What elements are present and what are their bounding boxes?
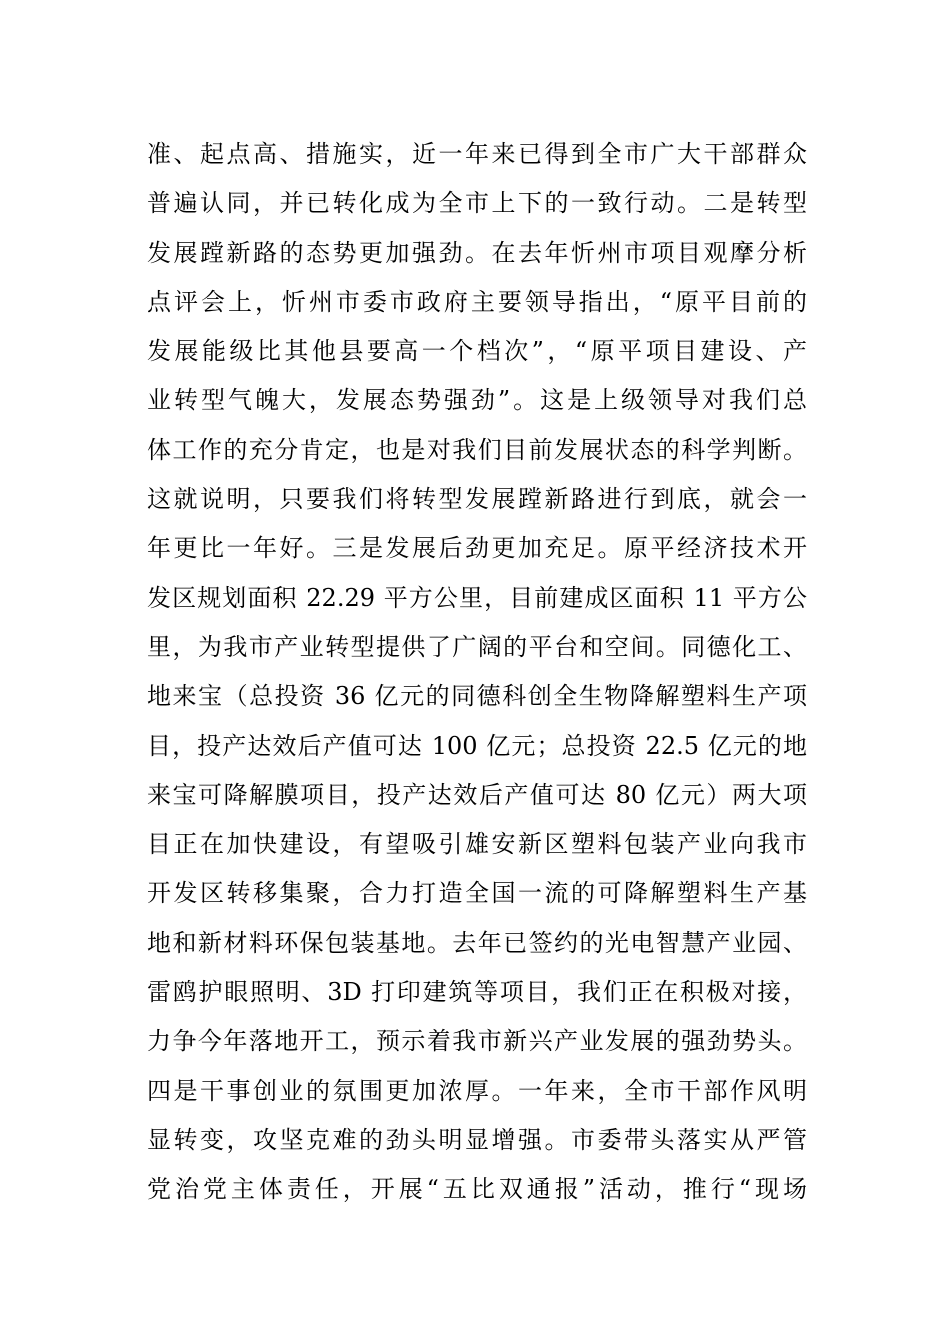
text-line-19: 力争今年落地开工，预示着我市新兴产业发展的强劲势头。 bbox=[147, 1027, 807, 1056]
text-line-17: 地和新材料环保包装基地。去年已签约的光电智慧产业园、 bbox=[147, 928, 807, 957]
text-line-16: 开发区转移集聚，合力打造全国一流的可降解塑料生产基 bbox=[147, 879, 807, 908]
text-line-8: 这就说明，只要我们将转型发展蹚新路进行到底，就会一 bbox=[147, 485, 807, 514]
text-line-12: 地来宝（总投资 36 亿元的同德科创全生物降解塑料生产项 bbox=[147, 682, 807, 711]
text-line-7: 体工作的充分肯定，也是对我们目前发展状态的科学判断。 bbox=[147, 435, 807, 464]
text-line-11: 里，为我市产业转型提供了广阔的平台和空间。同德化工、 bbox=[147, 632, 807, 661]
text-line-5: 发展能级比其他县要高一个档次”，“原平项目建设、产 bbox=[147, 337, 807, 366]
text-line-6: 业转型气魄大，发展态势强劲”。这是上级领导对我们总 bbox=[147, 386, 807, 415]
text-line-13: 目，投产达效后产值可达 100 亿元；总投资 22.5 亿元的地 bbox=[147, 731, 807, 760]
text-line-14: 来宝可降解膜项目，投产达效后产值可达 80 亿元）两大项 bbox=[147, 780, 807, 809]
text-line-3: 发展蹚新路的态势更加强劲。在去年忻州市项目观摩分析 bbox=[147, 238, 807, 267]
text-line-4: 点评会上，忻州市委市政府主要领导指出，“原平目前的 bbox=[147, 287, 807, 316]
text-line-2: 普遍认同，并已转化成为全市上下的一致行动。二是转型 bbox=[147, 189, 807, 218]
text-line-21: 显转变，攻坚克难的劲头明显增强。市委带头落实从严管 bbox=[147, 1125, 807, 1154]
text-line-22: 党治党主体责任，开展“五比双通报”活动，推行“现场 bbox=[147, 1175, 807, 1204]
text-line-1: 准、起点高、措施实，近一年来已得到全市广大干部群众 bbox=[147, 140, 807, 168]
text-line-18: 雷鸥护眼照明、3D 打印建筑等项目，我们正在积极对接， bbox=[147, 978, 807, 1007]
text-line-9: 年更比一年好。三是发展后劲更加充足。原平经济技术开 bbox=[147, 534, 807, 563]
text-line-10: 发区规划面积 22.29 平方公里，目前建成区面积 11 平方公 bbox=[147, 583, 807, 612]
text-line-15: 目正在加快建设，有望吸引雄安新区塑料包装产业向我市 bbox=[147, 830, 807, 859]
text-line-20: 四是干事创业的氛围更加浓厚。一年来，全市干部作风明 bbox=[147, 1076, 807, 1105]
body-text bbox=[147, 130, 807, 1215]
